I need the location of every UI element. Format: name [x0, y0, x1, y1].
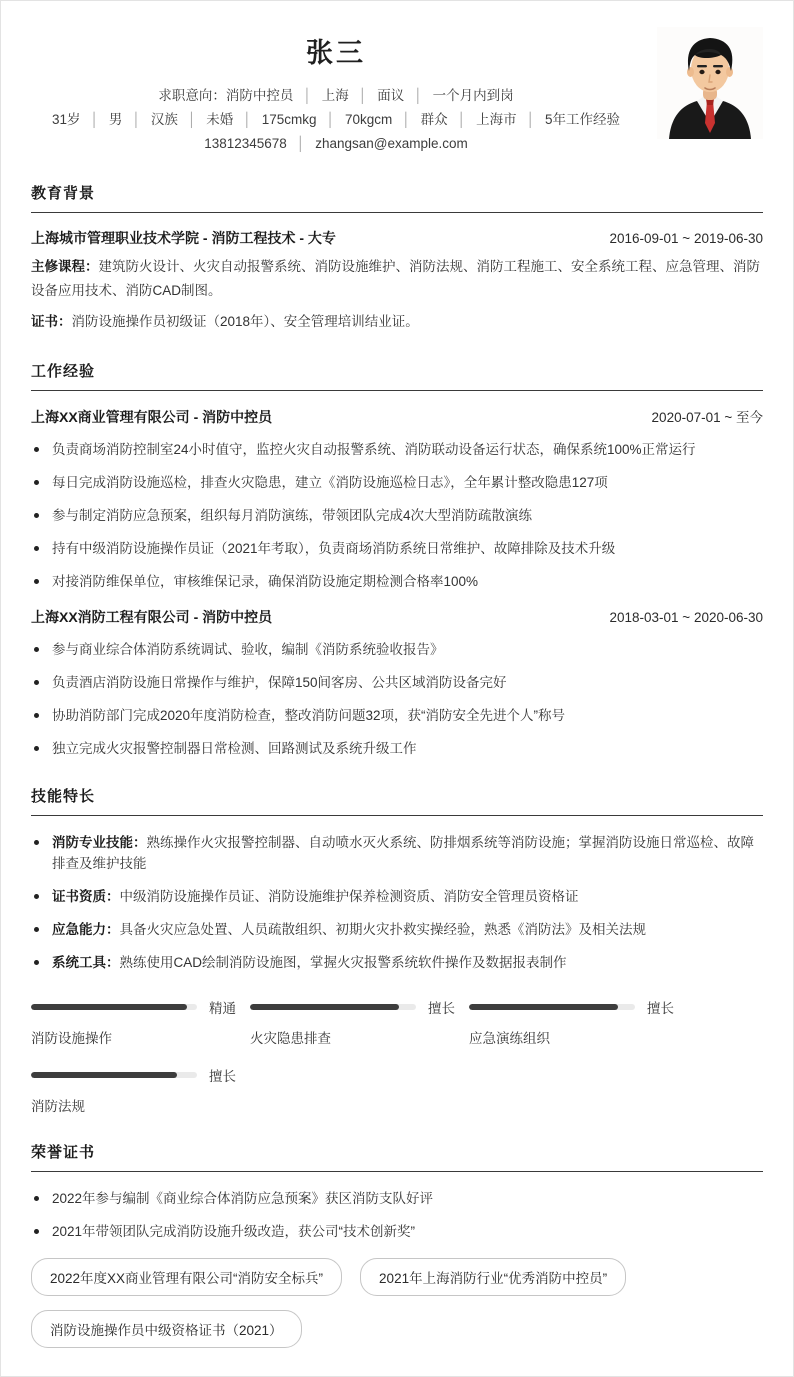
skill-bullet — [31, 886, 763, 907]
job-bullet — [31, 472, 763, 493]
courses-text: 建筑防火设计、火灾自动报警系统、消防设施维护、消防法规、消防工程施工、安全系统工程、应急管理、消防设备应用技术、消防CAD制图。 — [31, 259, 760, 298]
skill-bar-fill — [31, 1004, 187, 1010]
skill-bar-fill — [250, 1004, 399, 1010]
job-bullet — [31, 705, 763, 726]
skill-bar-row — [31, 1065, 250, 1085]
info-segment: zhangsan@example.com — [315, 136, 468, 151]
bullet-text: 每日完成消防设施巡检，排查火灾隐患，建立《消防设施巡检日志》，全年累计整改隐患127项 — [52, 475, 608, 490]
job-entry-head — [31, 607, 763, 627]
honor-badge: 2021年上海消防行业“优秀消防中控员” — [360, 1258, 626, 1296]
bullet-text — [52, 886, 763, 907]
section-skills — [31, 785, 763, 1115]
section-honors — [31, 1141, 763, 1348]
skill-bar — [31, 997, 250, 1047]
bullet-dot — [34, 513, 39, 518]
section-title-education: 教育背景 — [31, 182, 763, 213]
info-segment: 未婚 — [206, 112, 234, 127]
bullet-text: 持有中级消防设施操作员证（2021年考取），负责商场消防系统日常维护、故障排除及技术升级 — [52, 541, 616, 556]
company-and-role: 上海XX消防工程有限公司 - 消防中控员 — [31, 609, 273, 625]
info-segment: 群众 — [420, 112, 448, 127]
bullet-dot — [34, 1196, 39, 1201]
skill-label: 消防专业技能： — [52, 835, 147, 850]
honor-bullet — [31, 1188, 763, 1209]
info-segment: 31岁 — [51, 112, 81, 127]
bullet-text — [52, 952, 763, 973]
skill-level-label: 擅长 — [209, 1069, 236, 1084]
separator: │ — [402, 112, 411, 127]
separator: │ — [358, 88, 368, 103]
section-title-skills: 技能特长 — [31, 785, 763, 816]
cert-text: 消防设施操作员初级证（2018年）、安全管理培训结业证。 — [71, 314, 419, 329]
bullet-text: 负责酒店消防设施日常操作与维护，保障150间客房、公共区域消防设备完好 — [52, 675, 507, 690]
bullet-dot — [34, 447, 39, 452]
job-bullet — [31, 439, 763, 460]
honor-badge: 消防设施操作员中级资格证书（2021） — [31, 1310, 302, 1348]
skill-bar-row — [250, 997, 469, 1017]
contact-line — [31, 132, 641, 156]
skill-bar-track — [31, 1072, 197, 1078]
skill-bullet — [31, 952, 763, 973]
bullet-dot — [34, 927, 39, 932]
info-segment: 175cmkg — [261, 112, 317, 127]
school-name: 上海城市管理职业技术学院 - 消防工程技术 - 大专 — [31, 230, 336, 246]
skill-label: 系统工具： — [52, 955, 120, 970]
skill-name-label: 应急演练组织 — [469, 1031, 550, 1046]
bullet-dot — [34, 579, 39, 584]
job-bullet — [31, 505, 763, 526]
bullet-text — [52, 919, 763, 940]
job-bullet — [31, 538, 763, 559]
bullet-text: 负责商场消防控制室24小时值守，监控火灾自动报警系统、消防联动设备运行状态，确保系统100%正常运行 — [52, 442, 696, 457]
skill-bar-row — [31, 997, 250, 1017]
info-segment: 面议 — [377, 88, 405, 103]
skill-bar — [31, 1065, 250, 1115]
info-segment: 上海市 — [476, 112, 517, 127]
education-cert — [31, 310, 763, 334]
skill-bar-track — [31, 1004, 197, 1010]
bullet-dot — [34, 680, 39, 685]
bullet-text: 参与商业综合体消防系统调试、验收，编制《消防系统验收报告》 — [52, 642, 444, 657]
job-entry-head — [31, 406, 763, 427]
bullet-text: 参与制定消防应急预案，组织每月消防演练，带领团队完成4次大型消防疏散演练 — [52, 508, 533, 523]
bullet-text: 2022年参与编制《商业综合体消防应急预案》获区消防支队好评 — [52, 1191, 434, 1206]
section-work — [31, 360, 763, 759]
skill-text: 熟练操作火灾报警控制器、自动喷水灭火系统、防排烟系统等消防设施；掌握消防设施日常巡检、故障排查及维护技能 — [52, 835, 754, 871]
resume-header — [31, 27, 763, 156]
bullet-dot — [34, 1229, 39, 1234]
education-date-range: 2016-09-01 ~ 2019-06-30 — [609, 231, 763, 246]
section-title-honors: 荣誉证书 — [31, 1141, 763, 1172]
bullet-dot — [34, 480, 39, 485]
bullet-dot — [34, 960, 39, 965]
skill-text: 具备火灾应急处置、人员疏散组织、初期火灾扑救实操经验，熟悉《消防法》及相关法规 — [119, 922, 646, 937]
job-intent-line — [31, 84, 641, 108]
skill-level-label: 精通 — [209, 1001, 236, 1016]
skill-bar-track — [250, 1004, 416, 1010]
section-education — [31, 182, 763, 334]
separator: │ — [414, 88, 423, 103]
separator: │ — [187, 112, 197, 127]
job-bullet — [31, 672, 763, 693]
bullet-text: 2021年带领团队完成消防设施升级改造，获公司“技术创新奖” — [52, 1224, 416, 1239]
candidate-name: 张三 — [306, 38, 366, 68]
skill-bullet — [31, 832, 763, 874]
skill-bar-fill — [469, 1004, 618, 1010]
separator: │ — [457, 112, 467, 127]
bullet-text: 独立完成火灾报警控制器日常检测、回路测试及系统升级工作 — [52, 741, 417, 756]
separator: │ — [132, 112, 141, 127]
bullet-text — [52, 832, 763, 874]
profile-photo — [657, 27, 763, 139]
skill-name-label: 消防设施操作 — [31, 1031, 112, 1046]
skill-name-label: 消防法规 — [31, 1099, 85, 1114]
cert-label: 证书： — [31, 314, 72, 329]
job-entry — [31, 607, 763, 759]
info-segment: 男 — [108, 112, 123, 127]
bullet-dot — [34, 746, 39, 751]
bullet-text: 对接消防维保单位，审核维保记录，确保消防设施定期检测合格率100% — [52, 574, 479, 589]
skill-text: 中级消防设施操作员证、消防设施维护保养检测资质、消防安全管理员资格证 — [119, 889, 579, 904]
honor-badge: 2022年度XX商业管理有限公司“消防安全标兵” — [31, 1258, 342, 1296]
bullet-dot — [34, 713, 39, 718]
info-segment: 汉族 — [150, 112, 178, 127]
personal-info-line — [31, 108, 641, 132]
info-segment: 求职意向：消防中控员 — [158, 88, 294, 103]
job-date-range: 2020-07-01 ~ 至今 — [651, 410, 763, 425]
separator: │ — [326, 112, 335, 127]
skill-bar-fill — [31, 1072, 177, 1078]
avatar-illustration — [657, 27, 763, 139]
bullet-dot — [34, 647, 39, 652]
courses-label: 主修课程： — [31, 259, 99, 274]
info-segment: 上海 — [321, 88, 349, 103]
skill-level-label: 擅长 — [428, 1001, 455, 1016]
info-segment: 5年工作经验 — [545, 112, 621, 127]
company-and-role: 上海XX商业管理有限公司 - 消防中控员 — [31, 409, 273, 425]
skill-bars-grid — [31, 997, 763, 1115]
skill-name-label: 火灾隐患排查 — [250, 1031, 331, 1046]
skill-bullet — [31, 919, 763, 940]
skill-bar-track — [469, 1004, 635, 1010]
job-entry — [31, 406, 763, 592]
bullet-text: 协助消防部门完成2020年度消防检查，整改消防问题32项，获“消防安全先进个人”称号 — [52, 708, 566, 723]
bullet-dot — [34, 894, 39, 899]
skill-bar-row — [469, 997, 688, 1017]
skill-bar — [250, 997, 469, 1047]
separator: │ — [526, 112, 536, 127]
skill-label: 应急能力： — [52, 922, 120, 937]
separator: │ — [90, 112, 99, 127]
honor-bullet — [31, 1221, 763, 1242]
info-segment: 13812345678 — [204, 136, 287, 151]
skill-bar — [469, 997, 688, 1047]
separator: │ — [243, 112, 252, 127]
separator: │ — [303, 88, 312, 103]
bullet-dot — [34, 840, 39, 845]
info-segment: 70kgcm — [344, 112, 393, 127]
job-bullet — [31, 738, 763, 759]
separator: │ — [296, 136, 306, 151]
job-date-range: 2018-03-01 ~ 2020-06-30 — [609, 610, 763, 625]
info-segment: 一个月内到岗 — [432, 88, 514, 103]
honor-badges — [31, 1258, 671, 1348]
skill-text: 熟练使用CAD绘制消防设施图，掌握火灾报警系统软件操作及数据报表制作 — [119, 955, 567, 970]
skill-label: 证书资质： — [52, 889, 120, 904]
header-text-block — [31, 27, 641, 156]
job-bullet — [31, 571, 763, 592]
skill-level-label: 擅长 — [647, 1001, 674, 1016]
education-entry-head — [31, 228, 763, 248]
education-courses — [31, 255, 763, 303]
bullet-dot — [34, 546, 39, 551]
job-bullet — [31, 639, 763, 660]
section-title-work: 工作经验 — [31, 360, 763, 391]
